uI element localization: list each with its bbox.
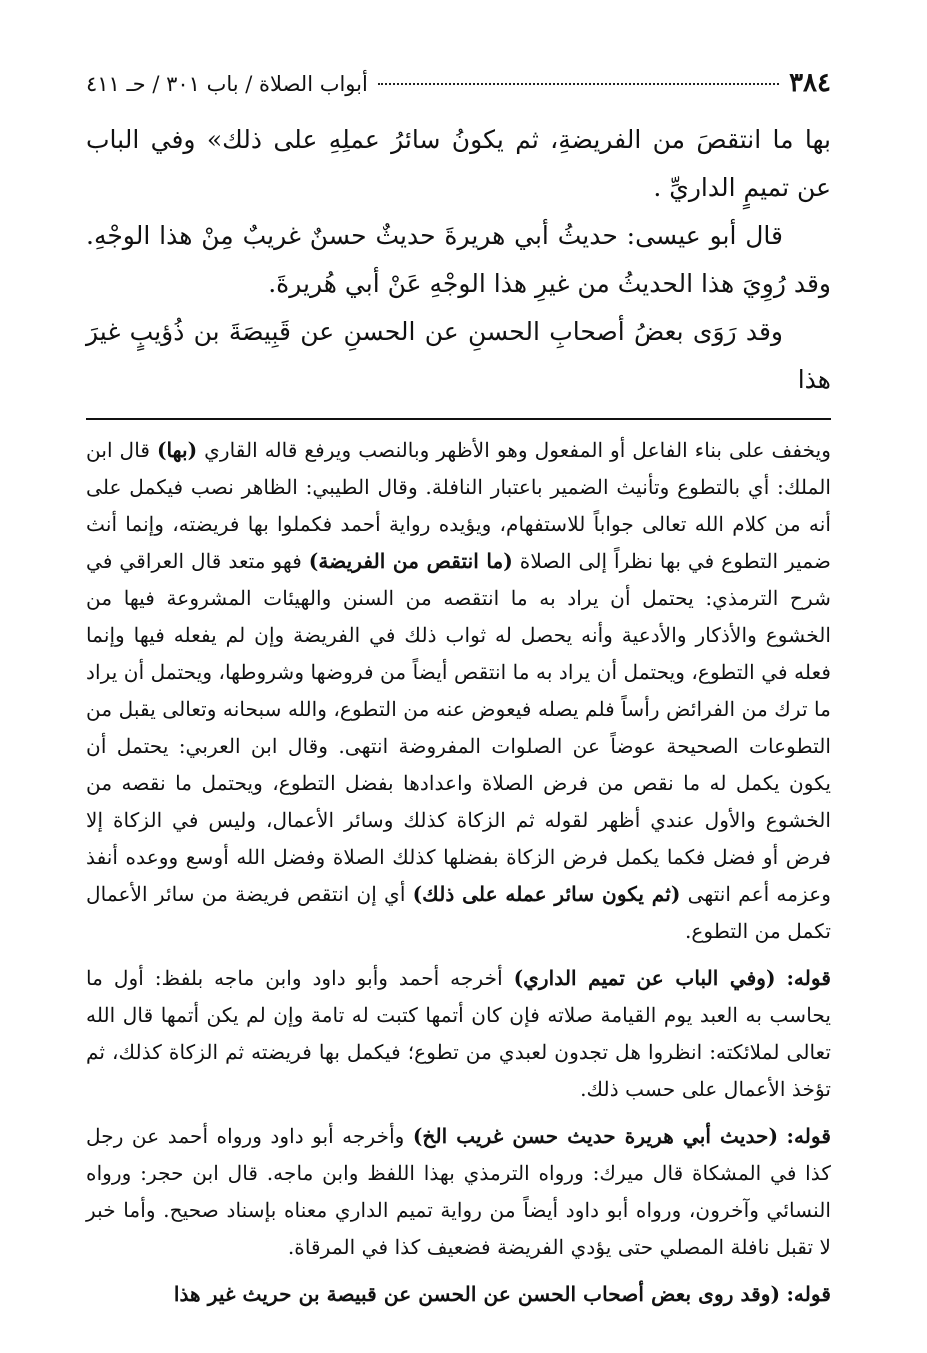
- commentary-text: وأخرجه أبو داود ورواه أحمد عن رجل كذا في المشكاة قال ميرك: ورواه الترمذي بهذا اللفظ وابن ماجه. قال ابن حجر: ورواه النسائي وآخرون، ورواه أبو داود أيضاً من رواية تميم الداري معناه بإسناد صحيح. وأما خبر لا تقبل نافلة المصلي حتى يؤدي الفريضة فضعيف كذا في المرقاة.: [86, 1124, 831, 1259]
- main-paragraph: بها ما انتقصَ من الفريضةِ، ثم يكونُ سائرُ عملِهِ على ذلك» وفي الباب عن تميمٍ الداريِّ .: [86, 125, 831, 202]
- commentary-text: أي إن انتقص فريضة من سائر الأعمال تكمل من التطوع.: [86, 882, 831, 943]
- commentary-lead: قوله:: [786, 1124, 832, 1148]
- header-dot-leader: [378, 83, 779, 85]
- main-paragraph: وقد رَوَى بعضُ أصحابِ الحسنِ عن الحسنِ عن قَبِيصَةَ بن ذُؤيبٍ غيرَ هذا: [86, 317, 831, 394]
- commentary-text: قال ابن الملك: أي بالتطوع وتأنيث الضمير باعتبار النافلة. وقال الطيبي: الظاهر نصب فيكمل على أنه من كلام الله تعالى جواباً للاستفهام، ويؤيده رواية أحمد فكملوا بها فريضته، وإنما أنث ضمير التطوع في بها نظراً إلى الصلاة: [86, 438, 832, 573]
- commentary-paragraph: [86, 960, 831, 1108]
- commentary-keyword: (ما انتقص من الفريضة): [308, 549, 513, 573]
- commentary-keyword: (بها): [156, 438, 198, 462]
- commentary-keyword: (وفي الباب عن تميم الداري): [513, 966, 776, 990]
- commentary-text: أخرجه أحمد وأبو داود وابن ماجه بلفظ: أول ما يحاسب به العبد يوم القيامة صلاته فإن كان أتمها كتبت له تامة وإن لم يكن أتمها قال الله تعالى لملائكته: انظروا هل تجدون لعبدي من تطوع؛ فيكمل بها فريضته ثم الزكاة كذلك، ثم تؤخذ الأعمال على حسب ذلك.: [86, 966, 831, 1101]
- commentary-text: ويخفف على بناء الفاعل أو المفعول وهو الأظهر وبالنصب ويرفع قاله القاري: [204, 438, 831, 462]
- commentary-text: فهو متعد قال العراقي في شرح الترمذي: يحتمل أن يراد به ما انتقصه من السنن والهيئات المشروعة فيها من الخشوع والأذكار والأدعية وأنه يحصل له ثواب ذلك في الفريضة وإن لم يفعله فيها وإنما فعله في التطوع، ويحتمل أن يراد به ما انتقص أيضاً من فروضها وشروطها، ويحتمل أن يراد ما ترك من الفرائض رأساً فلم يصله فيعوض عنه من التطوع، والله سبحانه وتعالى يقبل من التطوعات الصحيحة عوضاً عن الصلوات المفروضة انتهى. وقال ابن العربي: يحتمل أن يكون يكمل له ما نقص من فرض الصلاة واعدادها بفضل التطوع، ويحتمل ما نقصه من الخشوع والأول عندي أظهر لقوله ثم الزكاة كذلك وسائر الأعمال، وليس في الزكاة إلا فرض أو فضل فكما يكمل فرض الزكاة بفضلها كذلك الصلاة وفضل الله أوسع ووعده أنفذ وعزمه أعم انتهى: [86, 549, 832, 906]
- commentary-lead: قوله:: [786, 1282, 831, 1306]
- commentary-keyword: (حديث أبي هريرة حديث حسن غريب الخ): [412, 1124, 779, 1148]
- main-text: [86, 116, 831, 404]
- running-title: أبواب الصلاة / باب ٣٠١ / حـ ٤١١: [86, 72, 368, 96]
- commentary-paragraph: [86, 432, 831, 950]
- footnote-separator: [86, 418, 831, 420]
- page-header: [86, 68, 831, 112]
- main-paragraph: قال أبو عيسى: حديثُ أبي هريرةَ حديثٌ حسنٌ غريبٌ مِنْ هذا الوجْهِ. وقد رُوِيَ هذا الحديثُ من غيرِ هذا الوجْهِ عَنْ أبي هُريرةَ.: [86, 221, 831, 298]
- commentary-keyword: (ثم يكون سائر عمله على ذلك): [412, 882, 681, 906]
- commentary-keyword: (وقد روى بعض أصحاب الحسن عن الحسن عن قبيصة بن حريث غير هذا: [173, 1282, 781, 1306]
- commentary-paragraph: [86, 1276, 831, 1313]
- commentary: [86, 432, 831, 1313]
- page-number: ٣٨٤: [789, 68, 831, 98]
- commentary-paragraph: [86, 1118, 831, 1266]
- commentary-lead: قوله:: [786, 966, 831, 990]
